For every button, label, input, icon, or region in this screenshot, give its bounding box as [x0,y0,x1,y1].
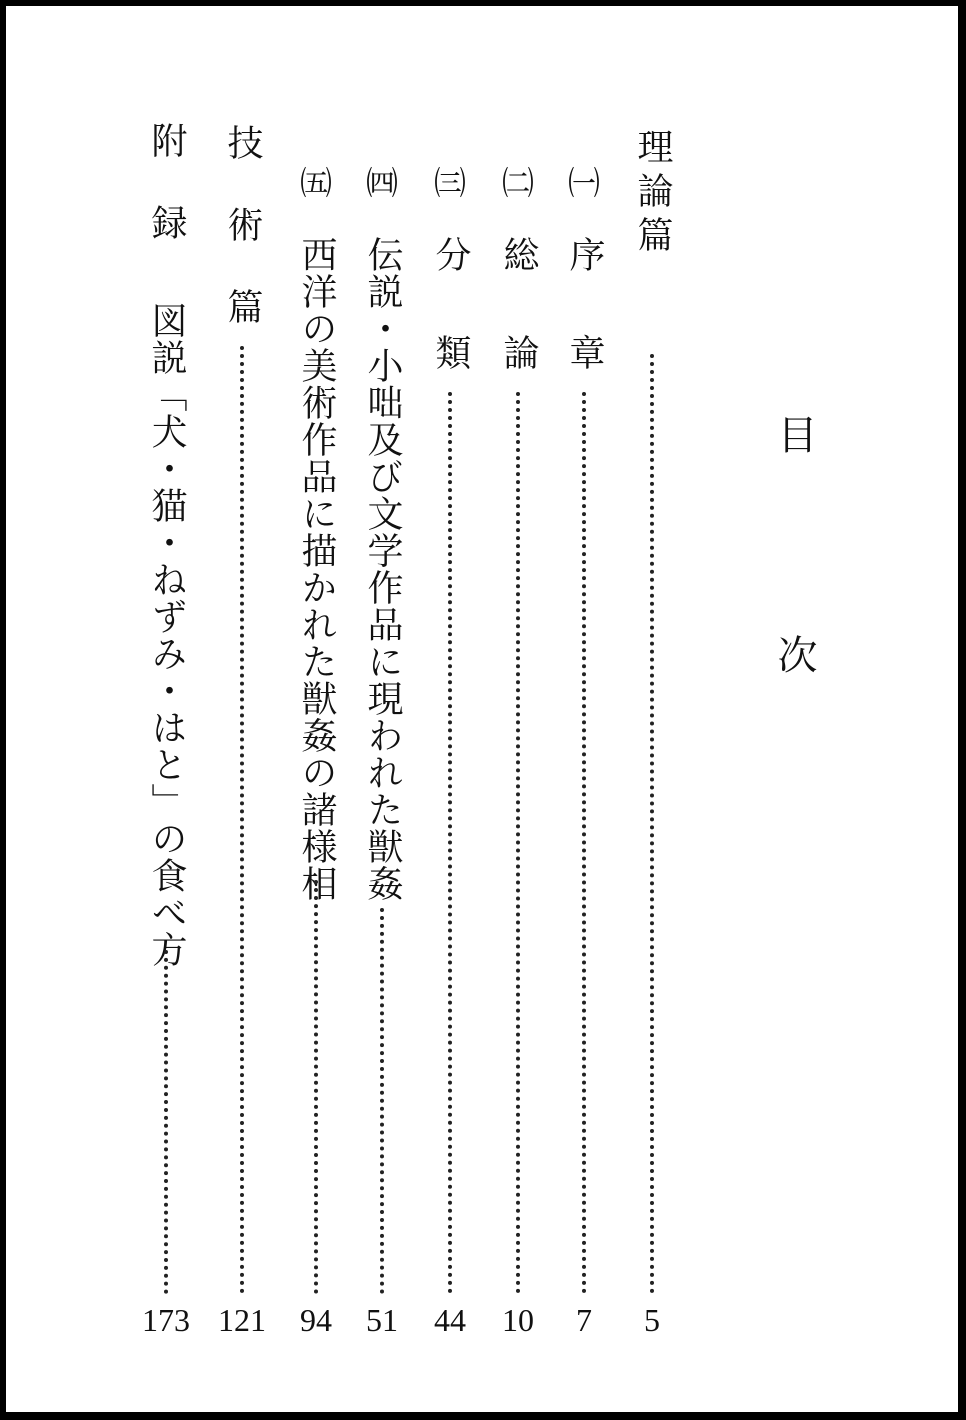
toc-leader [516,392,520,1294]
toc-page-number: 121 [218,1302,266,1338]
toc-marker: ㈠ [563,166,601,198]
toc-leader [164,950,168,1294]
toc-leader [582,392,586,1294]
toc-page-number: 173 [142,1302,190,1338]
toc-entry-label: 序章 [564,236,605,432]
toc-page-number: 94 [300,1302,332,1338]
toc-marker: ㈡ [497,166,535,198]
toc-page [6,6,958,1412]
toc-marker: ㈣ [361,166,399,198]
toc-entry-label: 西洋の美術作品に描かれた獣姦の諸様相 [296,236,337,902]
toc-page-number: 10 [502,1302,534,1338]
toc-leader [314,880,318,1294]
toc-leader [380,908,384,1294]
toc-entry-label: 図説「犬・猫・ねずみ・はと」の食べ方 [146,302,187,968]
toc-section-technique: 技術篇 [222,124,263,370]
toc-page-number: 44 [434,1302,466,1338]
toc-leader [650,354,654,1294]
toc-section-appendix: 附録 [146,122,187,286]
toc-marker: ㈤ [295,166,333,198]
toc-leader [240,346,244,1294]
toc-page-number: 7 [576,1302,592,1338]
toc-leader [448,392,452,1294]
page-title: 目次 [771,414,817,854]
toc-marker: ㈢ [429,166,467,198]
toc-entry-label: 分類 [430,236,471,432]
toc-page-number: 51 [366,1302,398,1338]
toc-entry-label: 総論 [498,236,539,432]
toc-section-theory: 理論篇 [632,128,673,260]
toc-page-number: 5 [644,1302,660,1338]
toc-entry-label: 伝説・小咄及び文学作品に現われた獣姦 [362,236,403,902]
